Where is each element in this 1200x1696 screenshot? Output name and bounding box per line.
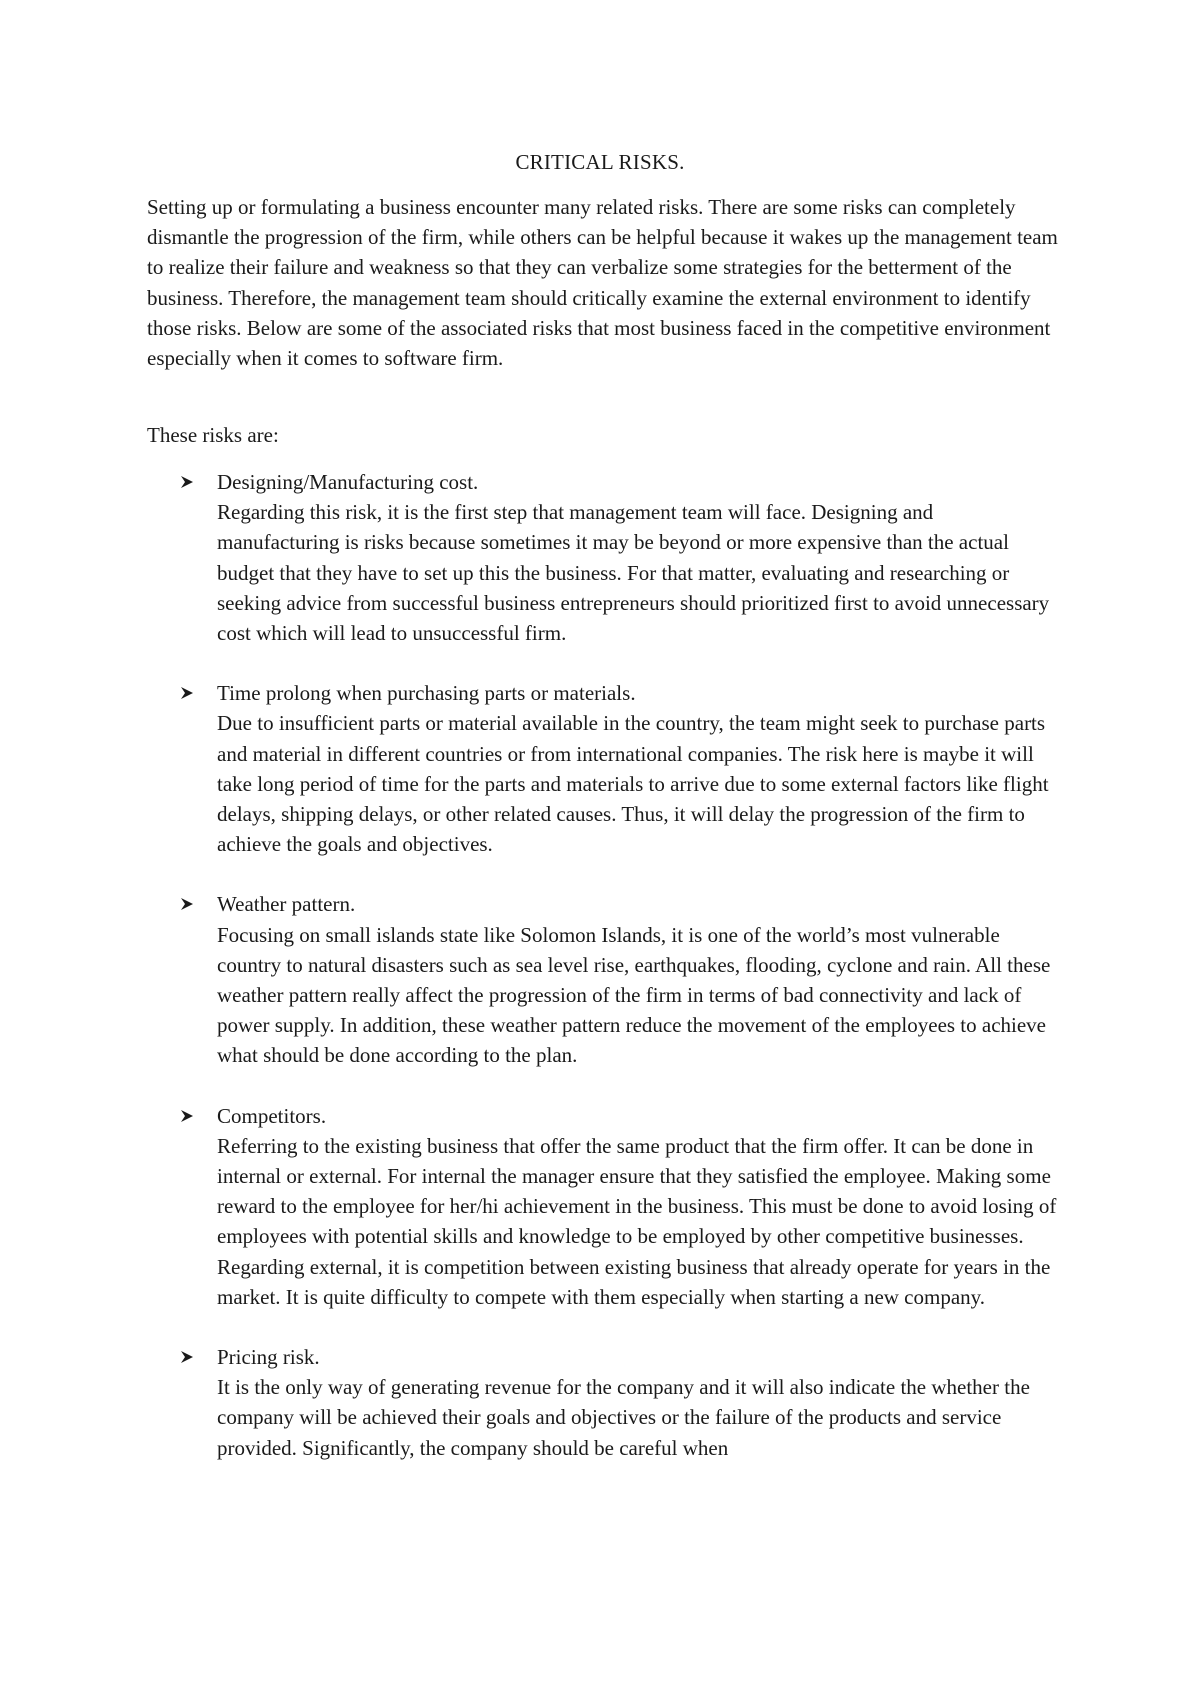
risk-heading: Time prolong when purchasing parts or materials.: [217, 681, 636, 706]
risk-body: Regarding this risk, it is the first step that management team will face. Designing and manufacturing is risks because sometimes it may be beyond or more expensive than the actual budget that they have to set up this the business. For that matter, evaluating and researching or seeking advice from successful business entrepreneurs should prioritized first to avoid unnecessary cost which will lead to unsuccessful firm.: [217, 500, 1050, 646]
risk-item-pricing: [180, 1342, 1060, 1463]
page-title: CRITICAL RISKS.: [515, 150, 685, 174]
risk-heading: Weather pattern.: [217, 892, 356, 917]
risk-item-weather: [180, 889, 1060, 1070]
risk-list: [180, 467, 1060, 1493]
arrowhead-bullet-icon: [180, 686, 194, 700]
arrowhead-bullet-icon: [180, 475, 194, 489]
risk-body: Focusing on small islands state like Solomon Islands, it is one of the world’s most vulnerable country to natural disasters such as sea level rise, earthquakes, flooding, cyclone and rain. All these weather pattern really affect the progression of the firm in terms of bad connectivity and lack of power supply. In addition, these weather pattern reduce the movement of the employees to achieve what should be done according to the plan.: [217, 922, 1051, 1068]
intro-paragraph: [147, 192, 1067, 373]
intro-text: Setting up or formulating a business encounter many related risks. There are some risks can completely dismantle the progression of the firm, while others can be helpful because it wakes up the management team to realize their failure and weakness so that they can verbalize some strategies for the betterment of the business. Therefore, the management team should critically examine the external environment to identify those risks. Below are some of the associated risks that most business faced in the competitive environment especially when it comes to software firm.: [147, 195, 1058, 371]
arrowhead-bullet-icon: [180, 1350, 194, 1364]
risk-body: It is the only way of generating revenue for the company and it will also indicate the whether the company will be achieved their goals and objectives or the failure of the products and service provided. Significantly, the company should be careful when: [217, 1375, 1030, 1460]
arrowhead-bullet-icon: [180, 1109, 194, 1123]
risk-heading: Designing/Manufacturing cost.: [217, 470, 479, 494]
risk-item-design-cost: [180, 467, 1060, 648]
risks-lead-text: These risks are:: [147, 423, 279, 447]
arrowhead-bullet-icon: [180, 897, 194, 911]
risk-heading: Pricing risk.: [217, 1345, 320, 1370]
risk-item-purchasing-delay: [180, 678, 1060, 859]
risk-body: Referring to the existing business that offer the same product that the firm offer. It can be done in internal or external. For internal the manager ensure that they satisfied the employee. Making some reward to the employee for her/hi achievement in the business. This must be done to avoid losing of employees with potential skills and knowledge to be employed by other competitive businesses. Regarding external, it is competition between existing business that already operate for years in the market. It is quite difficulty to compete with them especially when starting a new company.: [217, 1133, 1057, 1309]
risk-item-competitors: [180, 1101, 1060, 1312]
risk-heading: Competitors.: [217, 1103, 327, 1128]
risk-body: Due to insufficient parts or material available in the country, the team might seek to purchase parts and material in different countries or from international companies. The risk here is maybe it will take long period of time for the parts and materials to arrive due to some external factors like flight delays, shipping delays, or other related causes. Thus, it will delay the progression of the firm to achieve the goals and objectives.: [217, 711, 1049, 857]
